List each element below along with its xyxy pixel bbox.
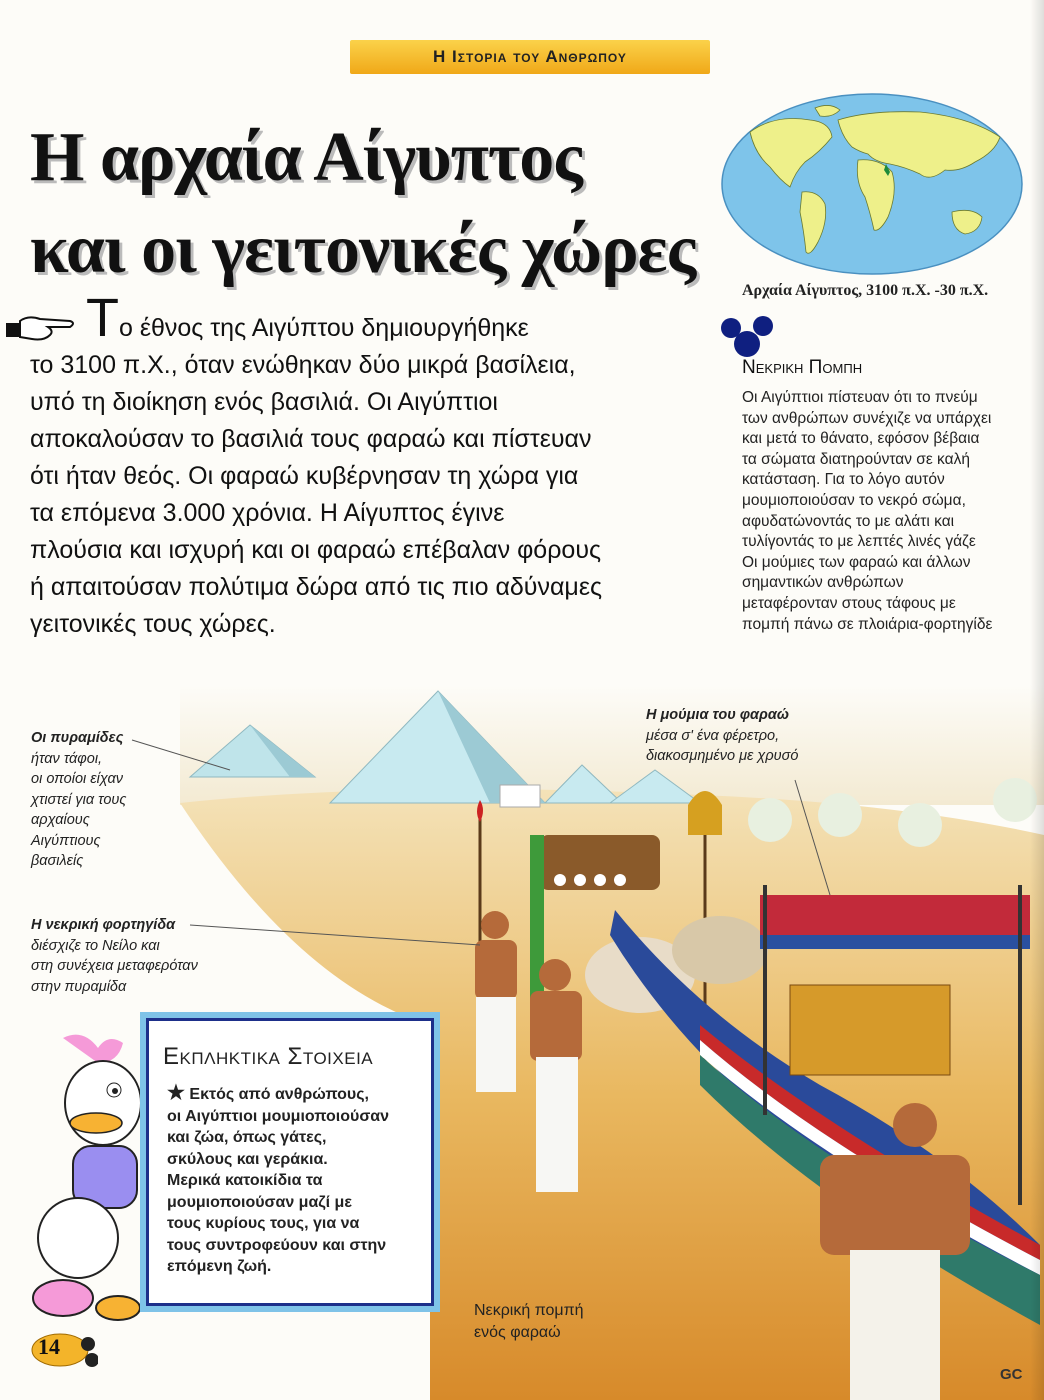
sidebar-line: κατάσταση. Για το λόγο αυτόν [742,471,945,489]
callout-line: βασιλείς [31,853,84,869]
facts-line: τους κυρίους τους, για να [167,1215,360,1232]
intro-line: υπό τη διοίκηση ενός βασιλιά. Οι Αιγύπτιοι [30,388,498,416]
sidebar-line: πομπή πάνω σε πλοιάρια-φορτηγίδε [742,615,993,633]
facts-line: μουμιοποιούσαν μαζί με [167,1193,352,1211]
sidebar-line: Οι μούμιες των φαραώ και άλλων [742,553,971,571]
sidebar-text [742,388,1042,635]
page-title [30,112,730,296]
watermark: GC [1000,1366,1023,1383]
sidebar-line: μεταφέρονταν στους τάφους με [742,594,956,612]
title-line-1: Η αρχαία Αίγυπτος [30,119,582,196]
facts-title: Εκπληκτικα Στοιχεια [163,1043,374,1070]
mummy-callout-title: Η μούμια του φαραώ [646,707,789,723]
facts-line: επόμενη ζωή. [167,1258,272,1275]
sidebar-title: Νεκρικη Πομπη [742,357,863,378]
barge-callout [31,915,231,997]
facts-line: οι Αιγύπτιοι μουμιοποιούσαν [167,1107,390,1125]
callout-line: Αιγύπτιους [31,832,101,849]
intro-line: ότι ήταν θεός. Οι φαραώ κυβέρνησαν τη χώρα για [30,462,579,490]
pyramids-callout [31,728,191,872]
callout-line: διέσχιζε το Νείλο και [31,937,160,954]
intro-line: το 3100 π.Χ., όταν ενώθηκαν δύο μικρά βασίλεια, [30,351,576,379]
sidebar-line: μουμιοποιούσαν το νεκρό σώμα, [742,491,966,509]
sidebar-line: τυλίγοντάς το με λεπτές λινές γάζε [742,533,976,551]
facts-line: και ζώα, όπως γάτες, [167,1129,327,1146]
intro-line: γειτονικές τους χώρες. [30,610,276,638]
callout-line: ήταν τάφοι, [31,750,103,767]
caption-line: ενός φαραώ [474,1324,561,1341]
barge-callout-title: Η νεκρική φορτηγίδα [31,917,176,933]
map-caption: Αρχαία Αίγυπτος, 3100 π.Χ. -30 π.Χ. [742,282,989,299]
callout-line: χτιστεί για τους [31,791,127,808]
facts-text [167,1083,417,1278]
funeral-caption [474,1300,584,1344]
title-line-2: και οι γειτονικές χώρες [30,211,696,288]
amazing-facts-box [146,1018,434,1306]
page-edge-shadow [1030,0,1044,1400]
sidebar-line: των ανθρώπων συνέχιζε να υπάρχει [742,409,992,427]
sidebar-line: Οι Αιγύπτιοι πίστευαν ότι το πνεύμ [742,389,978,406]
star-icon: ★ [167,1082,185,1104]
intro-line: πλούσια και ισχυρή και οι φαραώ επέβαλαν φόρους [30,536,602,564]
intro-line: αποκαλούσαν το βασιλιά τους φαραώ και πίστευαν [30,425,592,453]
world-map [720,92,1025,277]
pyramids-callout-title: Οι πυραμίδες [31,730,124,746]
callout-line: αρχαίους [31,812,90,828]
intro-line: τα επόμενα 3.000 χρόνια. Η Αίγυπτος έγινε [30,499,505,527]
sidebar-line: σημαντικών ανθρώπων [742,574,904,592]
caption-line: Νεκρική πομπή [474,1302,584,1319]
mickey-ears-icon [717,314,777,358]
series-header [350,40,710,74]
intro-line: ή απαιτούσαν πολύτιμα δώρα από τις πιο αδύναμες [30,573,603,601]
facts-line: Εκτός από ανθρώπους, [189,1086,369,1103]
callout-line: διακοσμημένο με χρυσό [646,748,799,764]
sidebar-line: και μετά το θάνατο, εφόσον βέβαια [742,430,980,448]
callout-line: στη συνέχεια μεταφερόταν [31,958,198,974]
callout-line: στην πυραμίδα [31,978,127,995]
facts-line: σκύλους και γεράκια. [167,1150,328,1168]
facts-line: τους συντροφεύουν και στην [167,1236,387,1254]
page-number: 14 [38,1334,60,1359]
sidebar-line: αφυδατώνοντάς το με αλάτι και [742,512,955,530]
facts-line: Μερικά κατοικίδια τα [167,1172,323,1189]
daisy-duck-illustration [18,1028,148,1328]
mummy-callout [646,705,836,767]
callout-line: οι οποίοι είχαν [31,771,124,787]
callout-line: μέσα σ' ένα φέρετρο, [646,727,780,744]
intro-dropcap: Τ [86,288,119,348]
sidebar-line: τα σώματα διατηρούνταν σε καλή [742,450,970,468]
intro-line: ο έθνος της Αιγύπτου δημιουργήθηκε [119,314,529,342]
intro-paragraph [30,288,710,643]
series-title: Η Ιστορια του Ανθρωπου [433,47,627,66]
